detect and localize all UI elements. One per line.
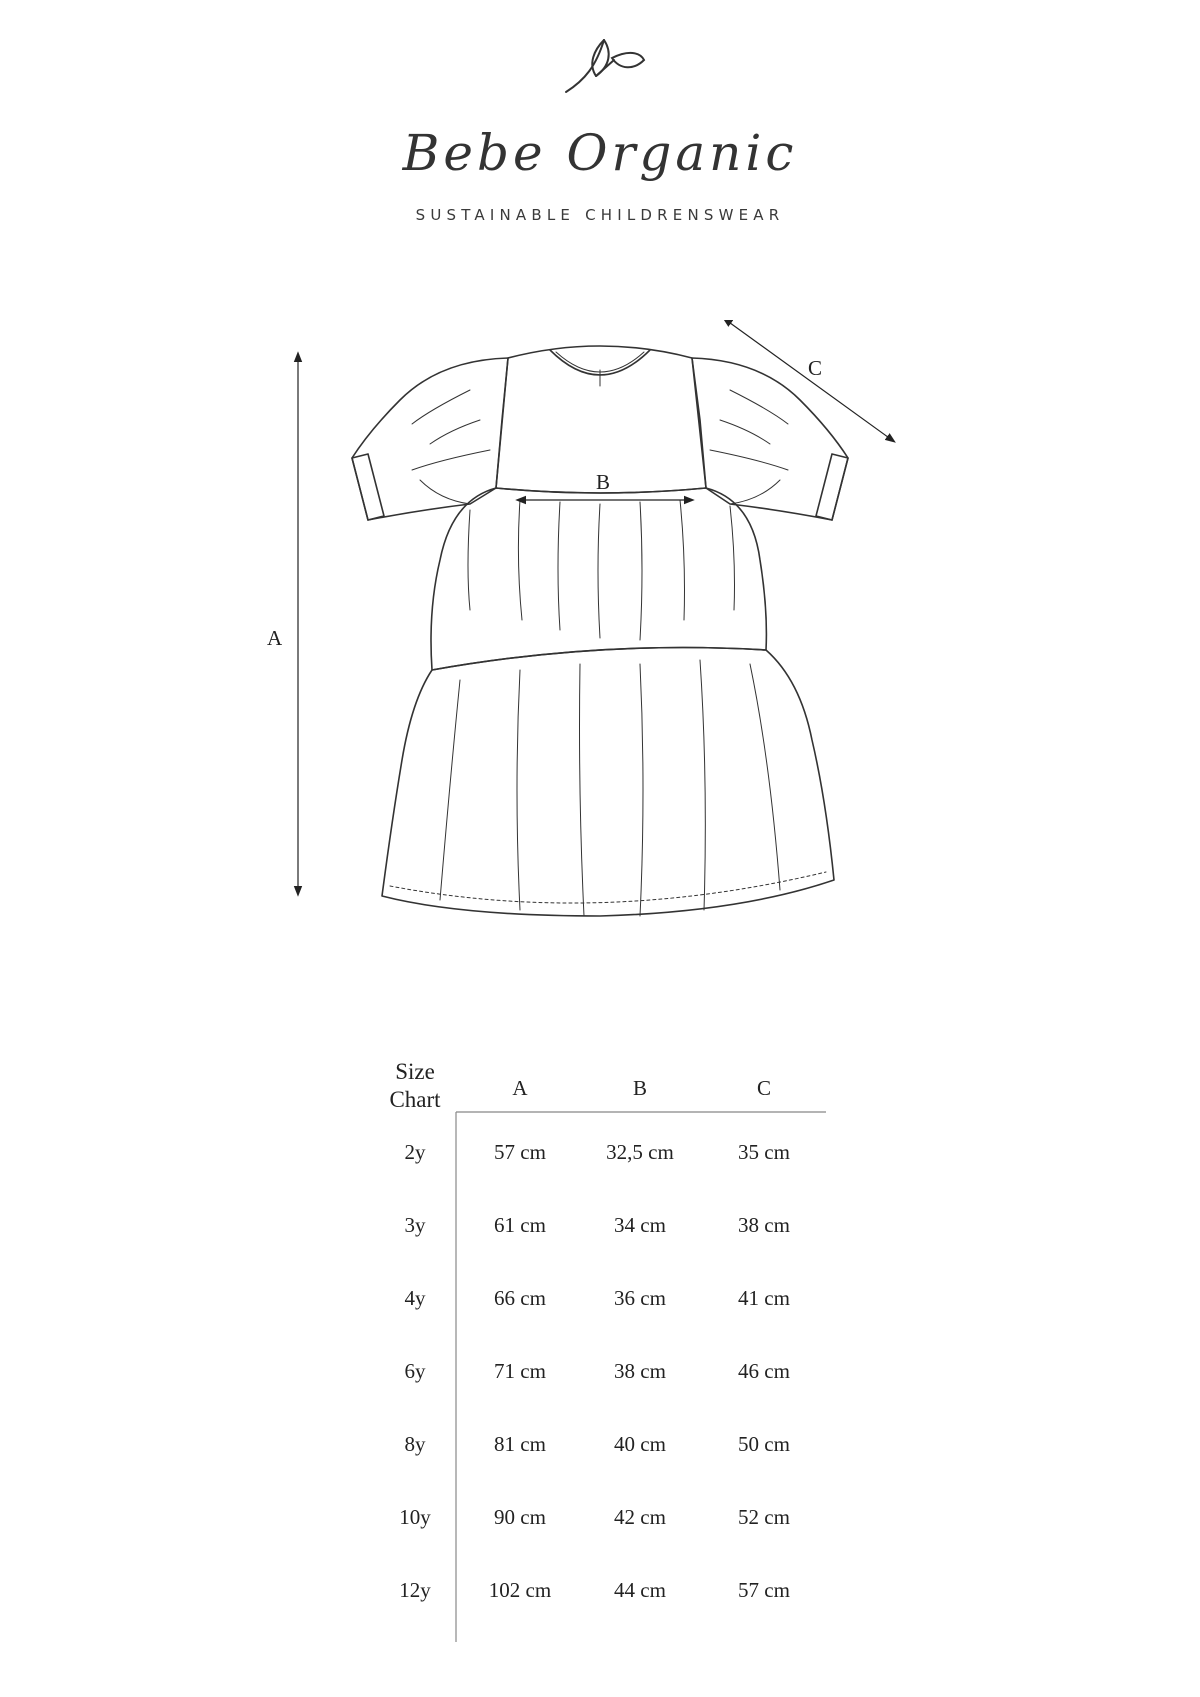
value-cell-c: 41 cm (738, 1286, 790, 1310)
dimension-label-c: C (808, 356, 823, 380)
value-cell-c: 50 cm (738, 1432, 790, 1456)
size-cell: 4y (404, 1286, 426, 1310)
value-cell-c: 46 cm (738, 1359, 790, 1383)
right-sleeve (692, 358, 848, 520)
value-cell-b: 32,5 cm (606, 1140, 674, 1164)
size-cell: 3y (404, 1213, 426, 1237)
brand-logotype: Bebe Organic (402, 124, 798, 182)
value-cell-c: 57 cm (738, 1578, 790, 1602)
dimension-label-a: A (267, 626, 283, 650)
value-cell-a: 61 cm (494, 1213, 546, 1237)
column-header-b: B (632, 1076, 647, 1100)
size-chart-header: Size Chart (389, 1059, 441, 1112)
dress-illustration (0, 320, 1200, 940)
size-chart-table (0, 1040, 1200, 1660)
table-rules (0, 1040, 1200, 1660)
value-cell-b: 38 cm (614, 1359, 666, 1383)
value-cell-b: 44 cm (614, 1578, 666, 1602)
value-cell-b: 36 cm (614, 1286, 666, 1310)
size-cell: 10y (399, 1505, 431, 1529)
value-cell-a: 90 cm (494, 1505, 546, 1529)
value-cell-c: 35 cm (738, 1140, 790, 1164)
value-cell-b: 34 cm (614, 1213, 666, 1237)
size-cell: 8y (404, 1432, 426, 1456)
value-cell-b: 40 cm (614, 1432, 666, 1456)
garment-diagram (0, 320, 1200, 940)
upper-tier (431, 488, 766, 670)
size-cell: 2y (404, 1140, 426, 1164)
brand-tagline: SUSTAINABLE CHILDRENSWEAR (415, 206, 785, 224)
value-cell-b: 42 cm (614, 1505, 666, 1529)
value-cell-a: 102 cm (488, 1578, 552, 1602)
size-cell: 6y (404, 1359, 426, 1383)
value-cell-a: 57 cm (494, 1140, 546, 1164)
value-cell-a: 66 cm (494, 1286, 546, 1310)
column-header-c: C (756, 1076, 771, 1100)
value-cell-a: 71 cm (494, 1359, 546, 1383)
dimension-label-b: B (596, 470, 611, 494)
value-cell-a: 81 cm (494, 1432, 546, 1456)
left-sleeve (352, 358, 508, 520)
value-cell-c: 52 cm (738, 1505, 790, 1529)
leaf-icon (566, 40, 644, 92)
size-cell: 12y (399, 1578, 431, 1602)
column-header-a: A (512, 1076, 528, 1100)
value-cell-c: 38 cm (738, 1213, 790, 1237)
